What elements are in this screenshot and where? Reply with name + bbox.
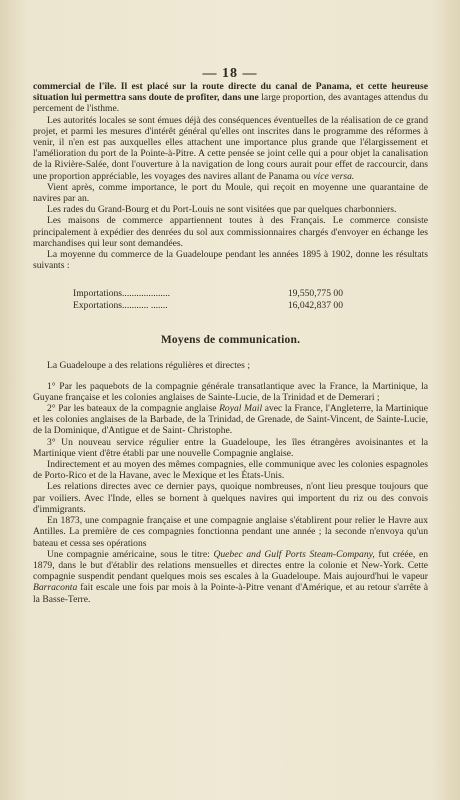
stat-value: 16,042,837 00 bbox=[287, 300, 343, 312]
stat-row-exportations bbox=[73, 300, 343, 312]
page-number: — 18 — bbox=[202, 66, 258, 81]
paragraph-authorities bbox=[33, 115, 428, 182]
stat-leader-dots: ........... ....... bbox=[122, 300, 168, 312]
paragraph-text: Les autorités locales se sont émues déjà des conséquences éventuelles de la réalisation de ce grand projet, et parmi les mesures d'intérêt général qu'elles ont inscrites dans le programme des réformes à venir, il n'en est pas auxquelles elles attachent une importance plus grande que l'élargissement et l'amélioration du port de la Pointe-à-Pitre. A cette pensée se joint celle qui a pour objet la canalisation de la Rivière-Salée, dont l'ouverture à la navigation de long cours aurait pour effet de raccourcir, dans une proportion appréciable, les voyages des navires allant de Panama ou bbox=[33, 114, 428, 182]
stat-label: Exportations bbox=[73, 300, 123, 312]
italic-text: Royal Mail bbox=[219, 403, 263, 415]
stat-row-importations bbox=[73, 288, 343, 300]
list-item-royal-mail bbox=[33, 403, 428, 437]
stat-leader-dots: .................... bbox=[122, 288, 170, 300]
stat-label: Importations bbox=[73, 288, 123, 300]
section-communications bbox=[33, 360, 428, 604]
paragraph-text: 2° Par les bateaux de la compagnie anglaise bbox=[47, 403, 217, 415]
paragraph-text: fait escale une fois par mois à la Pointe-à-Pitre venant d'Amérique, et au retour s'arrête à la Basse-Terre. bbox=[33, 582, 428, 605]
paragraph-rades: Les rades du Grand-Bourg et du Port-Louis ne sont visitées que par quelques charbonniers. bbox=[47, 204, 397, 216]
list-item-transatlantique: 1° Par les paquebots de la compagnie générale transatlantique avec la France, la Martinique, la Guyane française et les colonies anglaises de Sainte-Lucie, de la Trinidad et de Demerari ; bbox=[33, 380, 428, 403]
italic-text: Quebec and Gulf Ports Steam-Company, bbox=[213, 548, 375, 560]
paragraph-port-moule: Vient après, comme importance, le port du Moule, qui reçoit en moyenne une quarantaine de navires par an. bbox=[33, 181, 428, 205]
paragraph-moyenne: La moyenne du commerce de la Guadeloupe pendant les années 1895 à 1902, donne les résultats suivants : bbox=[33, 249, 428, 272]
paragraph-port-situation bbox=[33, 81, 428, 115]
paragraph-intro: La Guadeloupe a des relations régulières et directes ; bbox=[47, 360, 250, 372]
italic-text: Barraconta bbox=[33, 582, 78, 594]
stat-value: 19,550,775 00 bbox=[287, 288, 343, 300]
paragraph-text: fut créée, en 1879, dans le but d'établir des relations mensuelles et directes entre la colonie et New-York. Cette compagnie suspendit pendant quelques mois ses escales à la Guadeloupe. Mais aujourd'hui le vapeur bbox=[33, 548, 429, 583]
section-heading: Moyens de communication. bbox=[160, 334, 301, 347]
trade-statistics bbox=[73, 288, 428, 312]
italic-text: vice versa. bbox=[313, 170, 355, 182]
paragraph-relations: Les relations directes avec ce dernier pays, quoique nombreuses, n'ont lieu presque toujours que par voiliers. Avec l'Inde, elles se bornent à quelques navires qui importent du riz ou des convois d'immigrants. bbox=[33, 481, 428, 515]
paragraph-indirectement: Indirectement et au moyen des mêmes compagnies, elle communique avec les colonies espagnoles de Porto-Rico et de la Havane, avec le Mexique et les États-Unis. bbox=[33, 459, 428, 482]
paragraph-compagnie-americaine bbox=[33, 549, 428, 605]
paragraph-maisons-commerce: Les maisons de commerce appartiennent toutes à des Français. Le commerce consiste principalement à expédier des denrées du sol aux commissionnaires chargés d'envoyer en échange les marchandises qui leur sont demandées. bbox=[33, 215, 428, 249]
list-item-nouveau-service: 3° Un nouveau service régulier entre la Guadeloupe, les îles étrangères avoisinantes et la Martinique vient d'être établi par une nouvelle Compagnie anglaise. bbox=[33, 436, 428, 459]
paragraph-text: Une compagnie américaine, sous le titre: bbox=[47, 548, 210, 560]
paragraph-text: large proportion, des avantages attendus du percement de l'isthme. bbox=[33, 92, 428, 115]
section-commerce bbox=[33, 81, 428, 271]
bold-text: commercial de l'île. Il est placé sur la route directe du canal de Panama, et cette heureuse situation lui permettra sans doute de profiter, dans une bbox=[33, 81, 428, 104]
paragraph-1873: En 1873, une compagnie française et une compagnie anglaise s'établirent pour relier le Havre aux Antilles. La première de ces compagnies fonctionna pendant une année ; la seconde n'envoya qu'un bateau et cessa ses opérations bbox=[33, 515, 428, 549]
paragraph-text: avec la France, l'Angleterre, la Martinique et les colonies anglaises de la Barbade, de la Trinidad, de Grenade, de Saint-Vincent, de Sainte-Lucie, de la Dominique, d'Antigue et de Saint- Christophe. bbox=[33, 403, 428, 437]
